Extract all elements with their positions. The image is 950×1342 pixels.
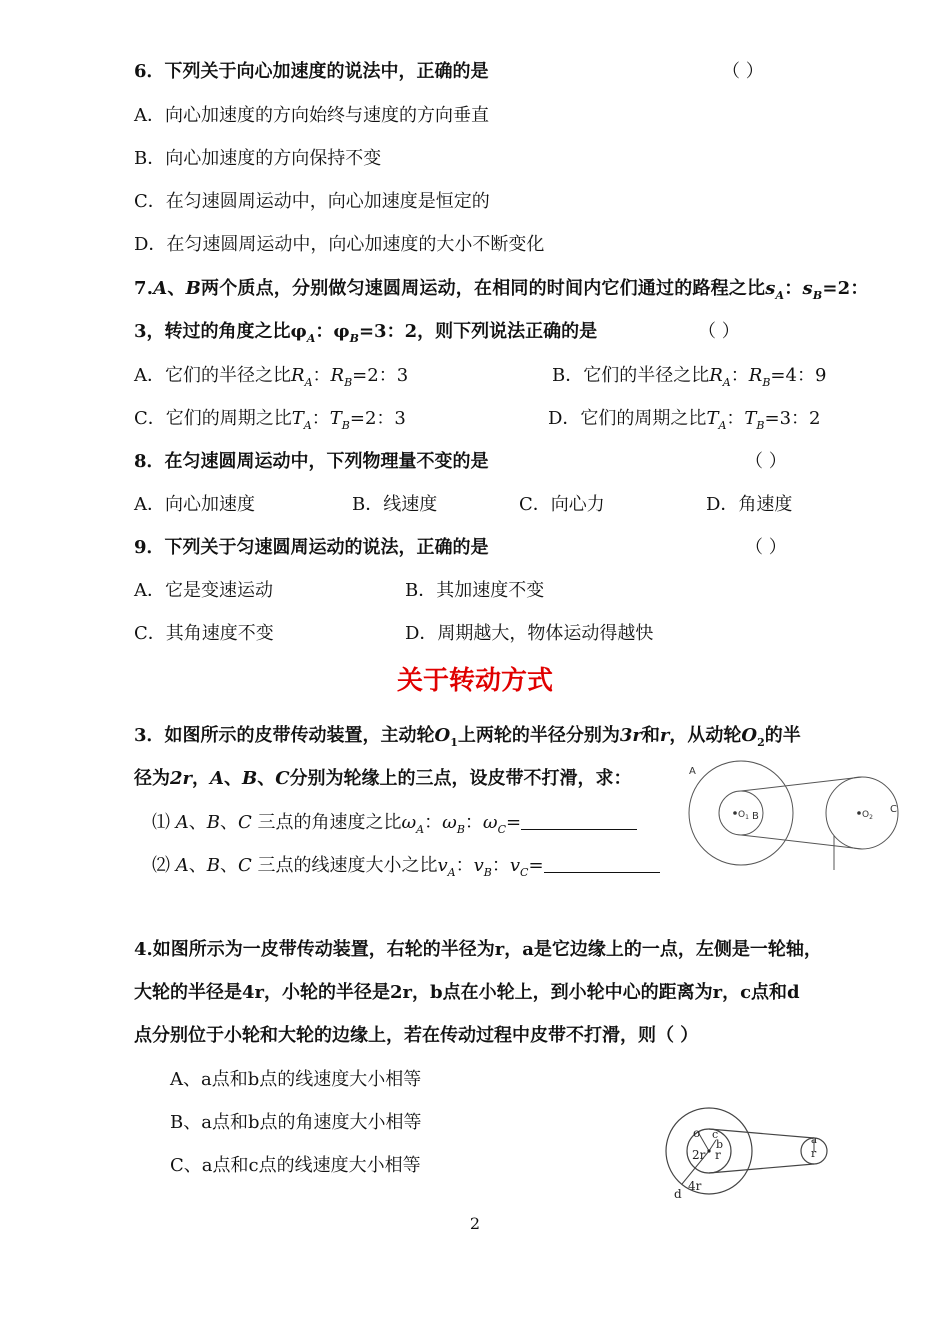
q7-colon: ： xyxy=(784,278,803,299)
q3-v-c-sub: C xyxy=(520,866,529,879)
q3-omega-b: ω xyxy=(442,812,457,833)
q4-fig-label-c: c xyxy=(712,1128,719,1141)
q7-option-a-prefix: A．它们的半径之比 xyxy=(134,365,291,386)
q4-fig-label-4r: 4r xyxy=(688,1179,702,1193)
q7-option-c-sub2: B xyxy=(341,419,350,432)
q3-fig-o1-sub: 1 xyxy=(745,814,749,821)
q8-option-c: C．向心力 xyxy=(519,494,605,515)
q7-option-d-var2: T xyxy=(744,408,757,429)
q3-sub2-text: 三点的线速度大小之比 xyxy=(257,855,438,876)
q7-option-c xyxy=(134,407,406,431)
q3-omega-a-sub: A xyxy=(416,823,425,836)
q3-3r: 3r xyxy=(619,725,642,746)
q3-sub1-head: ⑴ xyxy=(152,812,170,833)
q3-omega-b-sub: B xyxy=(456,823,465,836)
q3-line1-head: 3．如图所示的皮带传动装置，主动轮 xyxy=(134,725,435,746)
q4-belt-top xyxy=(709,1129,814,1138)
q9-option-c: C．其角速度不变 xyxy=(134,623,274,644)
q7-sa: s xyxy=(765,278,776,299)
q7-option-c-prefix: C．它们的周期之比 xyxy=(134,408,292,429)
q4-stem-line1: 4.如图所示为一皮带传动装置，右轮的半径为r，a是它边缘上的一点，左侧是一轮轴， xyxy=(134,939,822,960)
q3-2r: 2r xyxy=(170,768,193,789)
q3-line2-sep: ， xyxy=(192,768,211,789)
q3-omega-c: ω xyxy=(482,812,498,833)
q3-sub1-text: 三点的角速度之比 xyxy=(257,812,402,833)
q7-option-b-sub2: B xyxy=(762,376,771,389)
q3-belt-bottom xyxy=(741,835,862,849)
q7-option-a-sub2: B xyxy=(344,376,353,389)
q3-fig-o1-letter: O xyxy=(738,810,746,820)
q7-option-d-colon: ： xyxy=(726,408,745,429)
q3-belt-top xyxy=(741,777,862,791)
q4-fig-label-r: r xyxy=(715,1148,721,1162)
q7-option-b-sub1: A xyxy=(722,376,731,389)
q4-fig-label-d: d xyxy=(674,1187,682,1201)
q3-sub1-dun1: 、 xyxy=(188,812,207,833)
q3-dun1: 、 xyxy=(223,768,242,789)
q3-r: r xyxy=(659,725,670,746)
q4-option-c: C、a点和c点的线速度大小相等 xyxy=(170,1155,421,1176)
q7-option-a-var2: R xyxy=(330,365,345,386)
q9-answer-paren: （ ） xyxy=(745,537,787,558)
q7-option-d-sub2: B xyxy=(756,419,765,432)
q7-option-a xyxy=(134,364,408,388)
q8-answer-paren: （ ） xyxy=(745,451,787,472)
q3-sub1-colon2: ： xyxy=(464,812,483,833)
q6-answer-paren: （ ） xyxy=(722,61,764,82)
q7-stem-line2 xyxy=(134,320,597,344)
q3-sub2-head: ⑵ xyxy=(152,855,170,876)
q3-fig-label-o1 xyxy=(738,810,749,821)
q3-v-a: v xyxy=(437,855,448,876)
q7-option-b-tail: =4：9 xyxy=(770,365,827,386)
q4-fig-label-o: o xyxy=(693,1126,701,1140)
q3-stem-line2 xyxy=(134,767,632,791)
q4-fig-label-a: a xyxy=(811,1135,817,1146)
q8-option-a: A．向心加速度 xyxy=(134,494,255,515)
q3-sub2-answer-blank[interactable] xyxy=(544,854,660,873)
q3-omega-c-sub: C xyxy=(497,823,507,836)
q7-sb-sub: B xyxy=(812,289,823,302)
q3-sub1-answer-blank[interactable] xyxy=(521,811,637,830)
q6-option-a: A．向心加速度的方向始终与速度的方向垂直 xyxy=(134,105,489,126)
q7-option-d-prefix: D．它们的周期之比 xyxy=(548,408,707,429)
q3-sub1-eq: = xyxy=(506,812,522,833)
q7-ratio-tail: =2： xyxy=(822,278,869,299)
q4-belt-bottom xyxy=(709,1164,814,1173)
q7-number: 7. xyxy=(134,278,154,299)
q3-sub1-c: C xyxy=(237,812,252,833)
q3-stem-line1 xyxy=(134,724,801,748)
q7-option-d xyxy=(548,407,821,431)
q3-fig-o2-sub: 2 xyxy=(869,814,873,821)
q3-o2-dot xyxy=(857,811,861,815)
q7-answer-paren: （ ） xyxy=(698,321,740,342)
q7-point-b: B xyxy=(185,278,201,299)
section-title: 关于转动方式 xyxy=(396,666,553,696)
q4-fig-label-b: b xyxy=(716,1138,724,1151)
q3-v-a-sub: A xyxy=(447,866,456,879)
q7-option-b-prefix: B．它们的半径之比 xyxy=(552,365,710,386)
q4-option-a: A、a点和b点的线速度大小相等 xyxy=(170,1069,422,1090)
q3-sub1-dun2: 、 xyxy=(219,812,238,833)
q7-option-b xyxy=(552,364,826,388)
q3-v-b: v xyxy=(473,855,484,876)
q3-and: 和 xyxy=(641,725,660,746)
q4-fig-label-right-r: r xyxy=(811,1147,817,1160)
q3-sub1-colon1: ： xyxy=(424,812,443,833)
q3-sub2-a: A xyxy=(175,855,189,876)
q3-o2: O xyxy=(741,725,758,746)
q3-fig-label-o2 xyxy=(862,810,873,821)
q3-fig-label-c: C xyxy=(890,804,897,815)
q3-v-c: v xyxy=(509,855,521,876)
q4-stem-line3: 点分别位于小轮和大轮的边缘上，若在传动过程中皮带不打滑，则（ ） xyxy=(134,1025,699,1046)
q4-option-b: B、a点和b点的角速度大小相等 xyxy=(170,1112,422,1133)
q3-fig-label-b: B xyxy=(752,811,759,822)
q7-option-d-tail: =3：2 xyxy=(764,408,821,429)
q3-point-a: A xyxy=(210,768,224,789)
q9-stem: 9．下列关于匀速圆周运动的说法，正确的是 xyxy=(134,537,489,558)
q7-option-d-var1: T xyxy=(706,408,719,429)
q3-sub2-eq: = xyxy=(528,855,544,876)
q7-option-c-colon: ： xyxy=(311,408,330,429)
q3-o1-sub: 1 xyxy=(450,736,458,749)
q7-point-a: A xyxy=(153,278,168,299)
q3-fig-o2-letter: O xyxy=(862,810,870,820)
q6-stem: 6．下列关于向心加速度的说法中，正确的是 xyxy=(134,61,489,82)
q8-stem: 8．在匀速圆周运动中，下列物理量不变的是 xyxy=(134,451,489,472)
q3-sub2 xyxy=(152,854,660,878)
q4-center-dot xyxy=(707,1149,710,1152)
q9-option-a: A．它是变速运动 xyxy=(134,580,273,601)
q7-stem-line1 xyxy=(134,277,869,301)
q3-o2-sub: 2 xyxy=(757,736,765,749)
q4-stem-line2: 大轮的半径是4r，小轮的半径是2r，b点在小轮上，到小轮中心的距离为r，c点和d xyxy=(134,982,800,1003)
q3-o1-dot xyxy=(733,811,737,815)
page-number: 2 xyxy=(469,1214,481,1233)
q3-sub2-b: B xyxy=(206,855,220,876)
q7-sep: 、 xyxy=(167,278,186,299)
q8-option-b: B．线速度 xyxy=(352,494,438,515)
q3-sub2-dun2: 、 xyxy=(219,855,238,876)
q8-option-d: D．角速度 xyxy=(706,494,793,515)
q3-line2-tail: 分别为轮缘上的三点，设皮带不打滑，求： xyxy=(289,768,632,789)
q9-option-d: D．周期越大，物体运动得越快 xyxy=(405,623,654,644)
q3-omega-a: ω xyxy=(401,812,417,833)
q7-phi-mid: ：φ xyxy=(315,321,350,342)
q7-line2-tail: =3：2，则下列说法正确的是 xyxy=(358,321,598,342)
q3-o1: O xyxy=(434,725,451,746)
q4-fig-label-2r: 2r xyxy=(692,1148,706,1162)
q9-option-b: B．其加速度不变 xyxy=(405,580,545,601)
q7-option-a-colon: ： xyxy=(312,365,331,386)
q6-option-c: C．在匀速圆周运动中，向心加速度是恒定的 xyxy=(134,191,490,212)
q3-sub1 xyxy=(152,811,637,835)
q3-point-c: C xyxy=(275,768,290,789)
q3-line1-tail: 的半 xyxy=(764,725,801,746)
q7-sb: s xyxy=(802,278,813,299)
q3-fig-label-a: A xyxy=(689,766,696,777)
q3-v-b-sub: B xyxy=(483,866,492,879)
q7-option-c-sub1: A xyxy=(303,419,312,432)
q7-option-c-var2: T xyxy=(329,408,342,429)
q7-option-b-colon: ： xyxy=(730,365,749,386)
q7-sa-sub: A xyxy=(775,289,785,302)
q3-sub2-colon2: ： xyxy=(491,855,510,876)
q7-option-c-tail: =2：3 xyxy=(349,408,406,429)
q3-line1-mid: 上两轮的半径分别为 xyxy=(457,725,620,746)
q7-option-a-sub1: A xyxy=(304,376,313,389)
q7-line2-head: 3，转过的角度之比φ xyxy=(134,321,307,342)
q3-sub2-colon1: ： xyxy=(455,855,474,876)
q3-sub1-b: B xyxy=(206,812,220,833)
q7-option-a-tail: =2：3 xyxy=(352,365,409,386)
q7-phia-sub: A xyxy=(306,332,316,345)
q7-option-d-sub1: A xyxy=(718,419,727,432)
q3-sub2-c: C xyxy=(237,855,252,876)
q3-line2-head: 径为 xyxy=(134,768,170,789)
q7-option-b-var1: R xyxy=(709,365,723,386)
q3-belt-figure xyxy=(682,760,906,876)
q6-option-b: B．向心加速度的方向保持不变 xyxy=(134,148,382,169)
q3-sub2-dun1: 、 xyxy=(188,855,207,876)
q7-option-c-var1: T xyxy=(291,408,304,429)
q3-line1-mid2: ，从动轮 xyxy=(669,725,742,746)
q3-point-b: B xyxy=(241,768,258,789)
q7-line1-text: 两个质点，分别做匀速圆周运动，在相同的时间内它们通过的路程之比 xyxy=(201,278,766,299)
q7-option-b-var2: R xyxy=(748,365,763,386)
q3-sub1-a: A xyxy=(175,812,189,833)
q7-phib-sub: B xyxy=(349,332,359,345)
q6-option-d: D．在匀速圆周运动中，向心加速度的大小不断变化 xyxy=(134,234,545,255)
q7-option-a-var1: R xyxy=(291,365,305,386)
q3-dun2: 、 xyxy=(257,768,276,789)
q4-belt-figure xyxy=(664,1102,840,1202)
